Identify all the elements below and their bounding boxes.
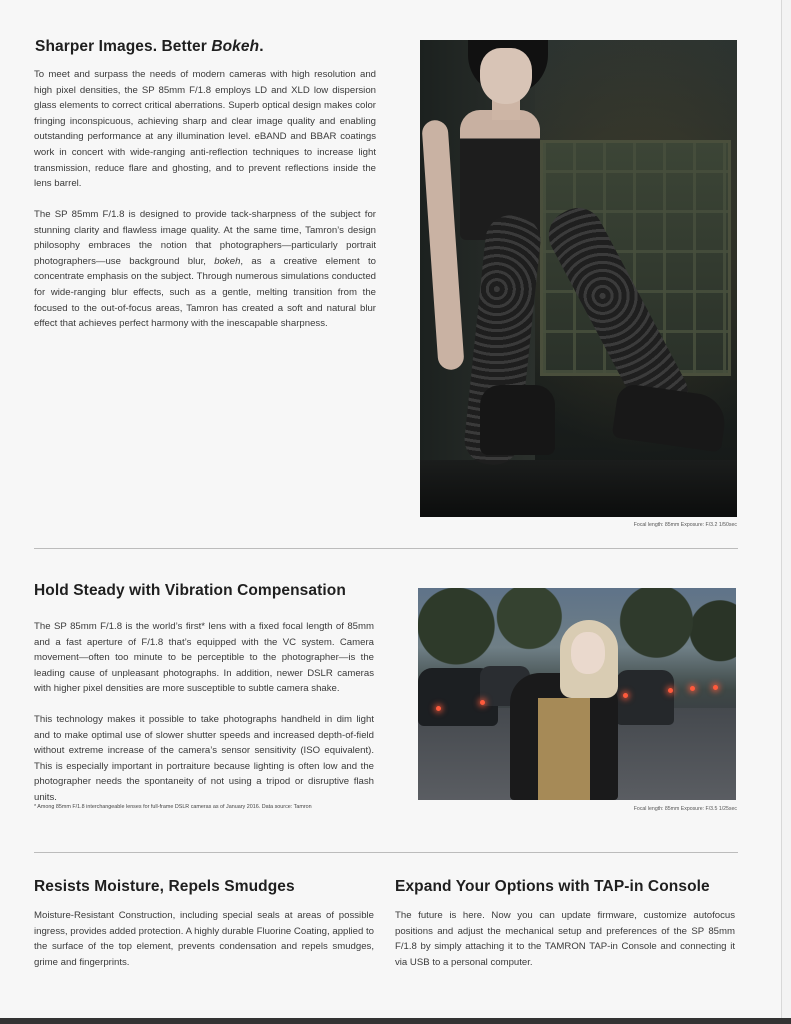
section4-title: Expand Your Options with TAP-in Console (395, 878, 710, 895)
section4-paragraph: The future is here. Now you can update firmware, customize autofocus positions and adjust the mechanical setup and preferences of the SP 85mm F/1.8 by simply attaching it to the TAMRON TAP-in Console and connecting it via USB to a personal computer. (395, 910, 735, 968)
section1-paragraph-2-part-b: , as a creative element to concentrate emphasis on the subject. Through numerous simulations conducted for wide-ranging blur effects, such as a gentle, melting transition from the focused to the out-of-focus areas, Tamron has created a soft and natural blur effect that achieves perfect harmony with the inescapable sharpness. (34, 255, 377, 330)
section2-paragraph-2: This technology makes it possible to take photographs handheld in dim light and to make optimal use of slower shutter speeds and increased depth-of-field without extreme increase of the camera’s sensor sensitivity (ISO equivalent). This is especially important in portraiture because lighting is often low and the photographer needs the spontaneity of not using a tripod or disruptive flash units. (34, 714, 374, 803)
section1-paragraph-1: To meet and surpass the needs of modern cameras with high resolution and high pixel densities, the SP 85mm F/1.8 employs LD and XLD low dispersion glass elements to correct critical aberrations. Superb optical design makes color fringing inconspicuous, achieving sharp and clear image quality and enabling outstanding performance at any illumination level. eBAND and BBAR coatings work in concert with wide-ranging anti-reflection techniques to increase light transmission, reduce flare and ghosting, and to prevent reflections inside the lens barrel. (34, 69, 376, 190)
section1-title-end: . (259, 38, 264, 55)
section2-footnote: * Among 85mm F/1.8 interchangeable lenses for full-frame DSLR cameras as of January 2016. Data source: Tamron (34, 804, 312, 810)
section3-paragraph: Moisture-Resistant Construction, including special seals at areas of possible ingress, provides added protection. A highly durable Fluorine Coating, applied to the surface of the top element, prevents condensation and repels smudges, grime and fingerprints. (34, 910, 374, 968)
street-portrait-photo-2 (418, 588, 736, 800)
section1-paragraph-2 (34, 207, 376, 332)
divider-2 (34, 852, 738, 853)
section1-title (35, 38, 264, 56)
photo2-caption: Focal length: 85mm Exposure: F/3.5 1/25sec (633, 806, 737, 812)
section3-title: Resists Moisture, Repels Smudges (34, 878, 295, 895)
section1-paragraph-2-italic: bokeh (214, 255, 241, 267)
section1-paragraph-2-part-a: The SP 85mm F/1.8 is designed to provide tack-sharpness of the subject for stunning clarity and flawless image quality. At the same time, Tamron’s design philosophy embraces the notion that photographers—particularly portrait photographers—use background blur, (34, 209, 376, 267)
section1-title-italic: Bokeh (211, 38, 260, 55)
divider-1 (34, 548, 738, 549)
section2-title: Hold Steady with Vibration Compensation (34, 582, 346, 599)
portrait-photo-1 (420, 40, 737, 517)
section1-title-text: Sharper Images. Better (35, 38, 212, 55)
section2-paragraph-1: The SP 85mm F/1.8 is the world’s first* lens with a fixed focal length of 85mm and a fast aperture of F/1.8 that’s equipped with the VC system. Camera movement—often too minute to be perceptible to the photographer—is the leading cause of unpleasant photographs. In addition, newer DSLR cameras with higher pixel densities are more susceptible to subtle camera shake. (34, 621, 374, 695)
page-bottom-edge (0, 1018, 791, 1024)
photo1-caption: Focal length: 85mm Exposure: F/3.2 1/50sec (633, 522, 737, 528)
